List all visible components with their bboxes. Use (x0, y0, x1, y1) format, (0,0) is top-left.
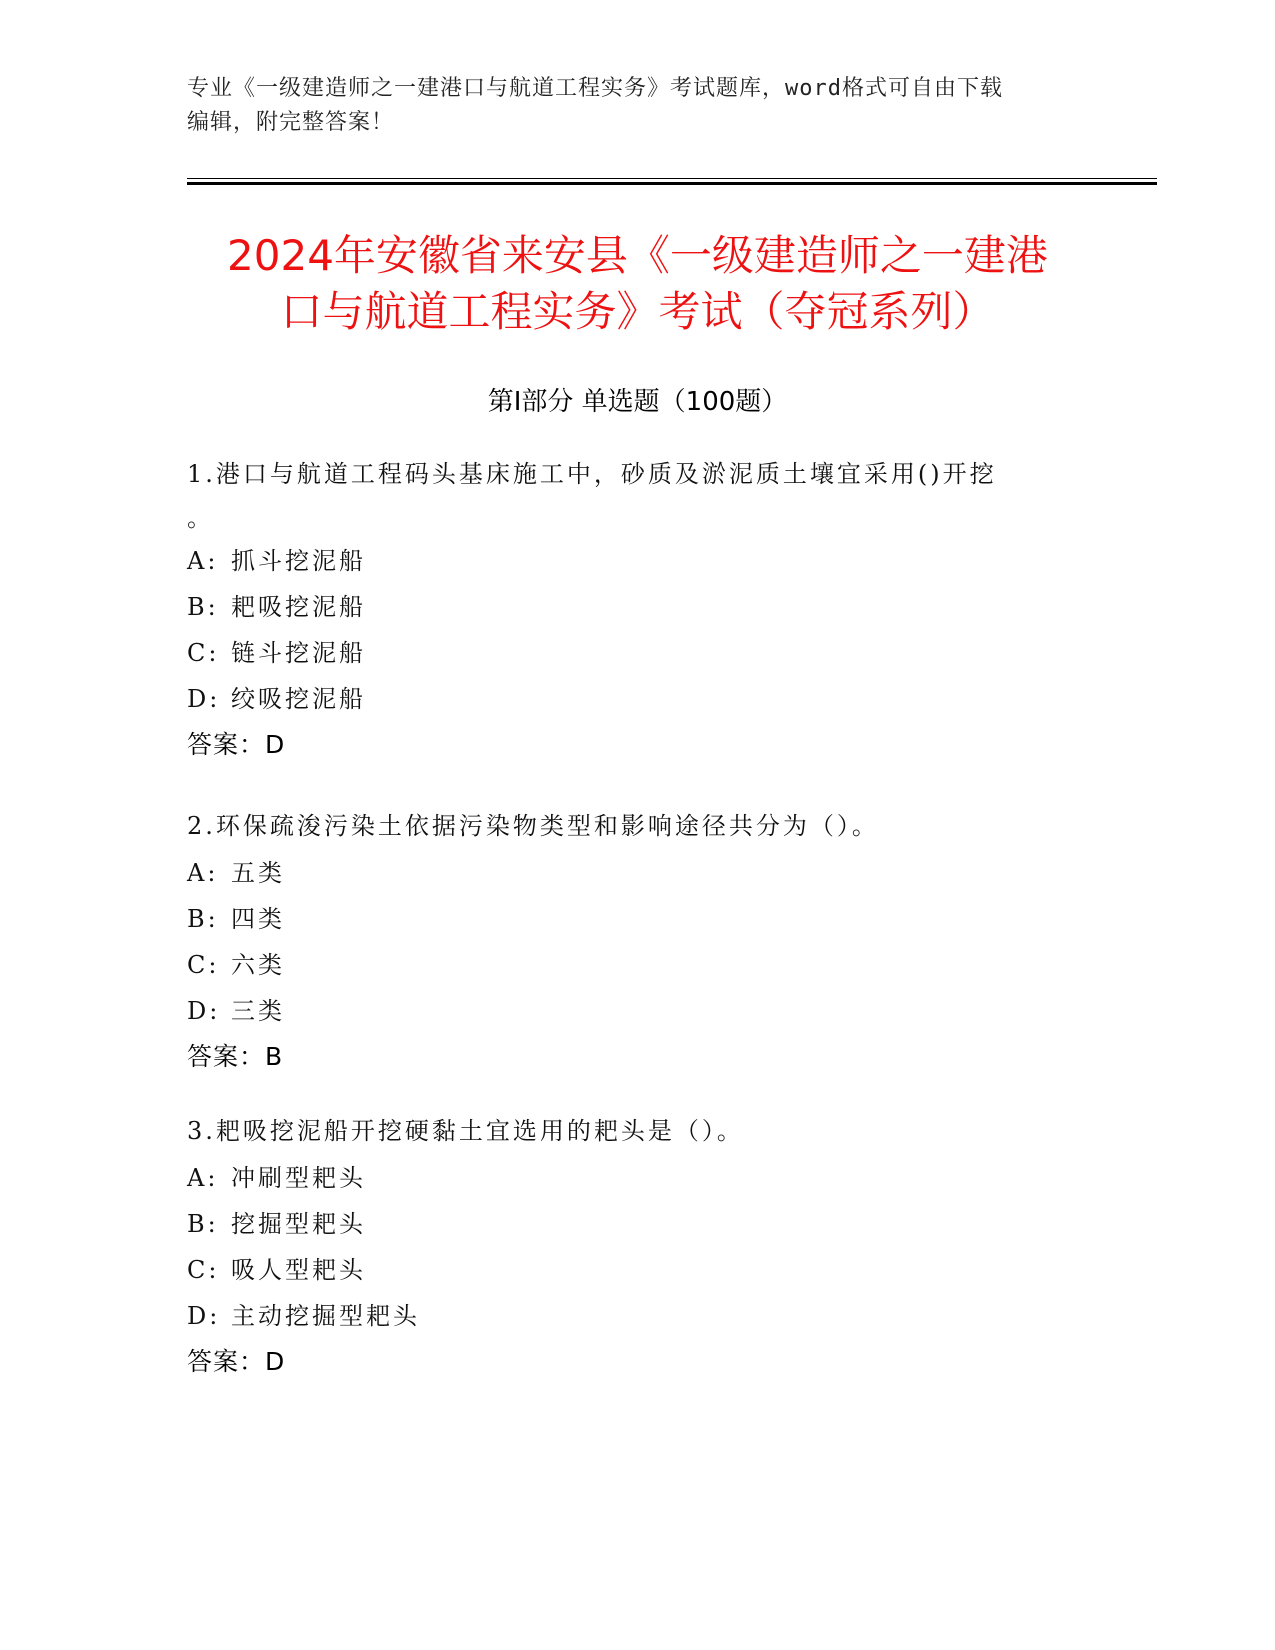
option-text: 绞吸挖泥船 (231, 685, 366, 713)
option-d (187, 676, 1067, 722)
option-b (187, 1201, 1067, 1247)
option-key: A: (187, 1164, 219, 1192)
question-2 (187, 802, 1067, 1080)
option-key: A: (187, 859, 219, 887)
document-title-line-2: 口与航道工程实务》考试（夺冠系列） (280, 287, 995, 336)
answer: 答案：D (187, 1347, 286, 1376)
option-key: A: (187, 547, 219, 575)
answer: 答案：D (187, 730, 286, 759)
option-c (187, 1247, 1067, 1293)
header-note-line-2: 编辑，附完整答案！ (187, 110, 395, 135)
option-key: C: (187, 951, 220, 979)
section-title: 第Ⅰ部分 单选题（100题） (487, 387, 788, 417)
option-a (187, 538, 1067, 584)
document-title-line-1: 2024年安徽省来安县《一级建造师之一建港 (227, 231, 1048, 280)
option-c (187, 630, 1067, 676)
question-stem-continuation: 。 (187, 504, 214, 532)
option-a (187, 1155, 1067, 1201)
option-a (187, 850, 1067, 896)
option-text: 主动挖掘型耙头 (231, 1302, 420, 1330)
option-text: 挖掘型耙头 (231, 1210, 366, 1238)
header-rule-thin (187, 178, 1157, 179)
option-text: 抓斗挖泥船 (231, 547, 366, 575)
option-text: 吸人型耙头 (231, 1256, 366, 1284)
option-key: C: (187, 639, 220, 667)
question-1 (187, 450, 1067, 768)
option-text: 耙吸挖泥船 (231, 593, 366, 621)
answer: 答案：B (187, 1042, 284, 1071)
question-stem: 1.港口与航道工程码头基床施工中，砂质及淤泥质土壤宜采用()开挖 (187, 460, 997, 488)
option-key: B: (187, 593, 219, 621)
option-text: 冲刷型耙头 (231, 1164, 366, 1192)
question-stem: 3.耙吸挖泥船开挖硬黏土宜选用的耙头是（）。 (187, 1117, 744, 1145)
option-key: D: (187, 997, 221, 1025)
option-d (187, 1293, 1067, 1339)
option-text: 四类 (231, 905, 285, 933)
header-rule-thick (187, 182, 1157, 185)
option-key: B: (187, 905, 219, 933)
question-3 (187, 1107, 1067, 1385)
document-title (150, 228, 1125, 340)
option-b (187, 584, 1067, 630)
option-text: 链斗挖泥船 (231, 639, 366, 667)
option-b (187, 896, 1067, 942)
question-stem: 2.环保疏浚污染土依据污染物类型和影响途径共分为（）。 (187, 812, 879, 840)
option-key: D: (187, 1302, 221, 1330)
header-note (187, 72, 1067, 140)
header-note-line-1: 专业《一级建造师之一建港口与航道工程实务》考试题库，word格式可自由下载 (187, 76, 1003, 101)
option-key: B: (187, 1210, 219, 1238)
option-key: C: (187, 1256, 220, 1284)
option-key: D: (187, 685, 221, 713)
option-c (187, 942, 1067, 988)
option-text: 五类 (231, 859, 285, 887)
option-d (187, 988, 1067, 1034)
option-text: 六类 (231, 951, 285, 979)
option-text: 三类 (231, 997, 285, 1025)
